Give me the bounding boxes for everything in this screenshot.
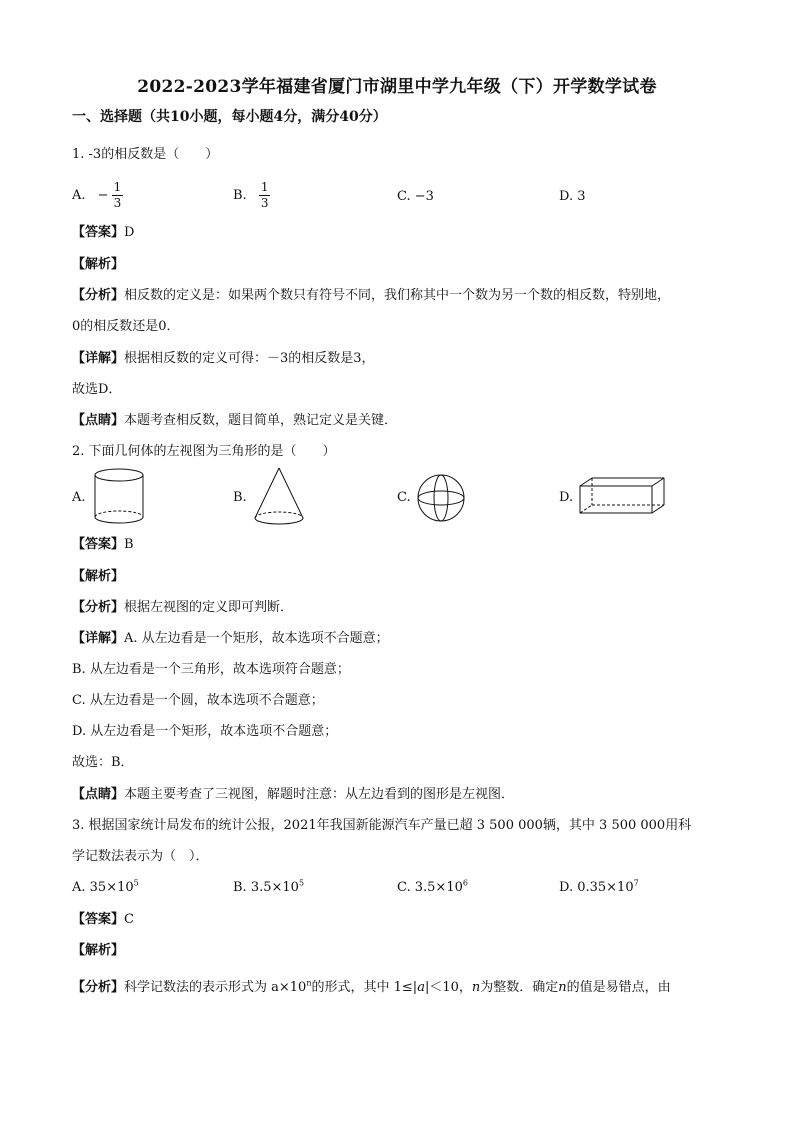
fenxi-exponent-n: n [306, 978, 312, 988]
q3-fenxi [72, 979, 671, 997]
fenxi-tag: 【分析】 [72, 288, 125, 303]
cuboid-figure [578, 476, 666, 520]
q1-fenxi-cont: 0的相反数还是0． [72, 319, 180, 334]
q3-option-b [233, 879, 304, 897]
q3-option-b-exponent: 5 [298, 878, 305, 888]
answer-value: D [124, 225, 135, 240]
xiangjie-tag: 【详解】 [72, 351, 125, 366]
q1-option-a-numerator: 1 [113, 180, 122, 194]
q1-guxuan: 故选D． [72, 382, 122, 397]
cone-figure [252, 466, 306, 532]
xiangjie-text: 根据相反数的定义可得：－3的相反数是3， [124, 351, 375, 366]
q2-option-b-label: B. [233, 490, 247, 505]
fenxi-tag: 【分析】 [72, 980, 125, 995]
q3-option-d [559, 879, 639, 897]
dianjing-text: 本题考查相反数，题目简单，熟记定义是关键． [124, 413, 398, 428]
q3-option-c [397, 879, 468, 897]
fenxi-text-d: 为整数．确定 [480, 980, 559, 995]
q1-option-d: D. 3 [559, 189, 586, 204]
q1-fenxi [72, 287, 670, 305]
q2-line-c: C. 从左边看是一个圆，故本选项不合题意； [72, 693, 324, 708]
xiangjie-text: A. 从左边看是一个矩形，故本选项不合题意； [124, 631, 389, 646]
fenxi-text-c: |＜10， [424, 980, 472, 995]
q2-stem: 2. 下面几何体的左视图为三角形的是（ ） [72, 444, 336, 459]
fenxi-text-e: 的值是易错点，由 [566, 980, 671, 995]
fenxi-var-a: a [417, 980, 425, 995]
answer-tag: 【答案】 [72, 912, 125, 927]
page-title: 2022-2023学年福建省厦门市湖里中学九年级（下）开学数学试卷 [137, 77, 657, 97]
q1-option-a-label: A. [72, 188, 86, 203]
q2-option-c-label: C. [397, 490, 411, 505]
q1-option-b-numerator: 1 [260, 180, 269, 194]
dianjing-text: 本题主要考查了三视图，解题时注意：从左边看到的图形是左视图． [124, 787, 515, 802]
q2-fenxi [72, 599, 293, 617]
answer-value: C [124, 912, 134, 927]
cylinder-figure [92, 467, 146, 531]
q3-option-c-exponent: 6 [462, 878, 468, 888]
fenxi-text: 相反数的定义是：如果两个数只有符号不同，我们称其中一个数为另一个数的相反数，特别地， [124, 288, 671, 303]
q1-answer [72, 224, 134, 242]
q3-stem: 3. 根据国家统计局发布的统计公报，2021年我国新能源汽车产量已超 3 500 000辆，其中 3 500 000用科 [72, 818, 692, 833]
fenxi-tag: 【分析】 [72, 600, 125, 615]
q3-option-d-exponent: 7 [633, 878, 639, 888]
q3-option-b-base: B. 3.5×10 [233, 880, 299, 895]
q3-option-d-base: D. 0.35×10 [559, 880, 634, 895]
q1-option-a-sign: − [97, 188, 109, 203]
q3-option-c-base: C. 3.5×10 [397, 880, 463, 895]
q1-option-a [72, 180, 126, 211]
fenxi-var-n-2: n [558, 980, 567, 995]
fenxi-text-b: 的形式，其中 1≤| [311, 980, 418, 995]
q2-xiangjie [72, 630, 389, 648]
q3-answer [72, 911, 134, 929]
q3-jiexi-tag: 【解析】 [72, 943, 125, 958]
q1-jiexi-tag: 【解析】 [72, 257, 125, 272]
q1-option-c: C. −3 [397, 189, 434, 204]
q1-option-b [233, 180, 273, 211]
q1-xiangjie [72, 350, 375, 368]
q1-dianjing [72, 412, 397, 430]
q2-jiexi-tag: 【解析】 [72, 569, 125, 584]
q2-line-d: D. 从左边看是一个矩形，故本选项不合题意； [72, 724, 338, 739]
q2-guxuan: 故选：B． [72, 755, 134, 770]
fenxi-var-n: n [471, 980, 481, 995]
dianjing-tag: 【点睛】 [72, 413, 125, 428]
q3-option-a-exponent: 5 [133, 878, 139, 888]
q1-option-b-denominator: 3 [260, 196, 269, 210]
q2-line-b: B. 从左边看是一个三角形，故本选项符合题意； [72, 662, 350, 677]
q1-stem: 1. -3的相反数是（ ） [72, 147, 219, 162]
sphere-figure [416, 473, 466, 527]
q3-stem-cont: 学记数法表示为（ ）． [72, 849, 209, 864]
q2-answer [72, 536, 134, 554]
q1-option-b-fraction [259, 180, 271, 211]
q2-option-a-label: A. [72, 490, 86, 505]
answer-value: B [124, 537, 134, 552]
q3-option-a-base: A. 35×10 [72, 880, 134, 895]
q2-option-d-label: D. [559, 490, 574, 505]
xiangjie-tag: 【详解】 [72, 631, 125, 646]
q3-option-a [72, 879, 139, 897]
q1-option-a-fraction [112, 180, 124, 211]
section-heading: 一、选择题（共10小题，每小题4分，满分40分） [72, 109, 387, 125]
answer-tag: 【答案】 [72, 225, 125, 240]
fenxi-text-a: 科学记数法的表示形式为 a×10 [124, 980, 307, 995]
answer-tag: 【答案】 [72, 537, 125, 552]
fenxi-text: 根据左视图的定义即可判断． [124, 600, 294, 615]
q1-option-a-denominator: 3 [113, 196, 122, 210]
dianjing-tag: 【点睛】 [72, 787, 125, 802]
q2-dianjing [72, 786, 514, 804]
q1-option-b-label: B. [233, 188, 247, 203]
